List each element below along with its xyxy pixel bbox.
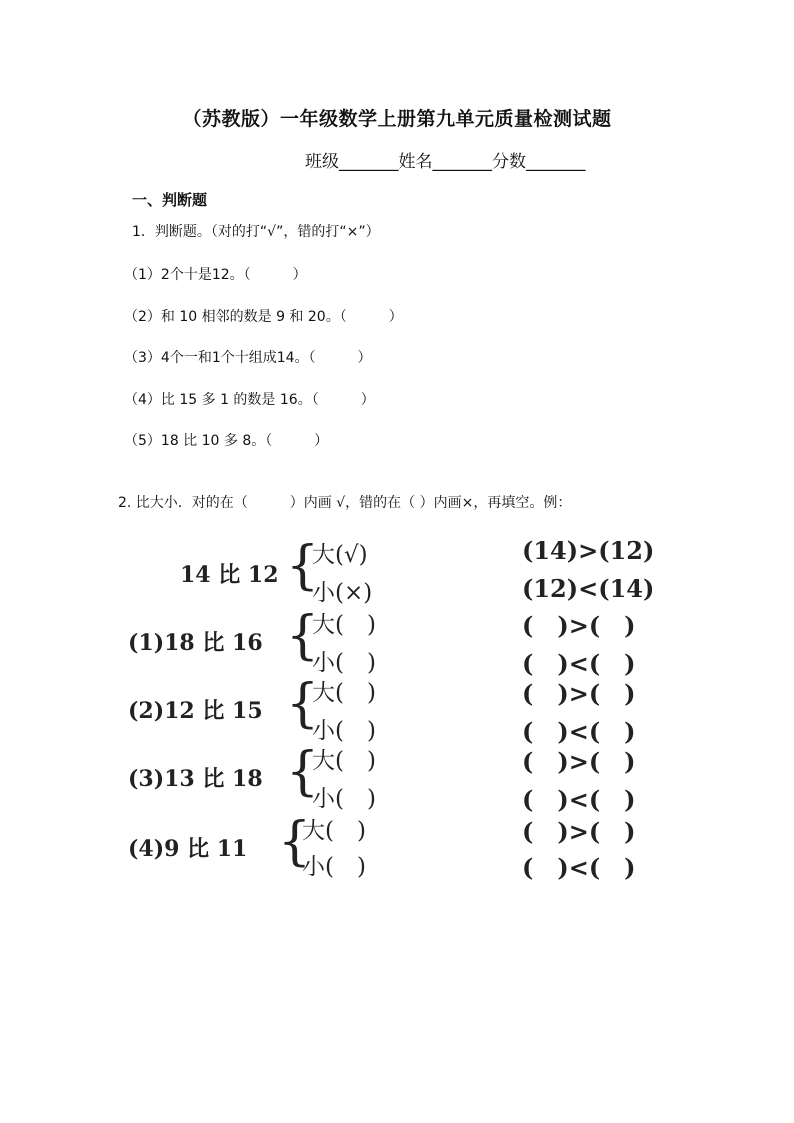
example-less-comparison: (12)<(14) bbox=[522, 574, 655, 603]
question-1-instruction: 1．判断题。（对的打“√”，错的打“×”） bbox=[132, 224, 380, 240]
name-label: 姓名 bbox=[398, 152, 433, 172]
problem-1-less-comparison[interactable]: ( )<( ) bbox=[522, 649, 636, 678]
name-blank[interactable]: _______ bbox=[432, 152, 492, 172]
problem-4-greater-comparison[interactable]: ( )>( ) bbox=[522, 817, 636, 846]
problem-4-stem: (4)9 比 11 bbox=[128, 836, 248, 862]
problem-4-small-option[interactable]: 小( ) bbox=[302, 854, 366, 880]
judge-item-1: （1）2个十是12。（ ） bbox=[124, 267, 307, 283]
score-blank[interactable]: _______ bbox=[526, 152, 586, 172]
problem-2-greater-comparison[interactable]: ( )>( ) bbox=[522, 679, 636, 708]
student-info-line bbox=[305, 147, 586, 172]
judge-item-2: （2）和 10 相邻的数是 9 和 20。（ ） bbox=[124, 309, 403, 325]
class-label: 班级 bbox=[305, 152, 339, 172]
problem-1-small-option[interactable]: 小( ) bbox=[312, 650, 376, 676]
problem-3-less-comparison[interactable]: ( )<( ) bbox=[522, 785, 636, 814]
judge-item-4: （4）比 15 多 1 的数是 16。（ ） bbox=[124, 392, 375, 408]
example-brace: { bbox=[286, 536, 320, 596]
problem-3-stem: (3)13 比 18 bbox=[128, 766, 263, 792]
problem-2-less-comparison[interactable]: ( )<( ) bbox=[522, 717, 636, 746]
score-label: 分数 bbox=[492, 152, 526, 172]
problem-3-greater-comparison[interactable]: ( )>( ) bbox=[522, 747, 636, 776]
problem-1-stem: (1)18 比 16 bbox=[128, 630, 263, 656]
problem-4-less-comparison[interactable]: ( )<( ) bbox=[522, 853, 636, 882]
judge-item-3: （3）4个一和1个十组成14。（ ） bbox=[124, 350, 372, 366]
problem-2-stem: (2)12 比 15 bbox=[128, 698, 263, 724]
judge-item-5: （5）18 比 10 多 8。（ ） bbox=[124, 433, 329, 449]
problem-2-small-option[interactable]: 小( ) bbox=[312, 718, 376, 744]
problem-1-brace: { bbox=[286, 606, 320, 666]
problem-2-big-option[interactable]: 大( ) bbox=[312, 680, 376, 706]
problem-3-small-option[interactable]: 小( ) bbox=[312, 786, 376, 812]
problem-2-brace: { bbox=[286, 674, 320, 734]
example-greater-comparison: (14)>(12) bbox=[522, 536, 655, 565]
problem-3-brace: { bbox=[286, 742, 320, 802]
problem-3-big-option[interactable]: 大( ) bbox=[312, 748, 376, 774]
example-small-option: 小(×) bbox=[312, 580, 373, 606]
example-big-option: 大(√) bbox=[312, 542, 368, 568]
class-blank[interactable]: _______ bbox=[339, 152, 399, 172]
question-2-instruction: 2. 比大小．对的在（ ）内画 √，错的在（ ）内画×，再填空。例： bbox=[118, 495, 572, 511]
problem-4-big-option[interactable]: 大( ) bbox=[302, 818, 366, 844]
example-stem: 14 比 12 bbox=[180, 562, 279, 588]
section-heading: 一、判断题 bbox=[132, 191, 208, 209]
problem-1-greater-comparison[interactable]: ( )>( ) bbox=[522, 611, 636, 640]
page-title: （苏教版）一年级数学上册第九单元质量检测试题 bbox=[182, 108, 612, 130]
problem-1-big-option[interactable]: 大( ) bbox=[312, 612, 376, 638]
problem-4-brace: { bbox=[278, 812, 312, 872]
